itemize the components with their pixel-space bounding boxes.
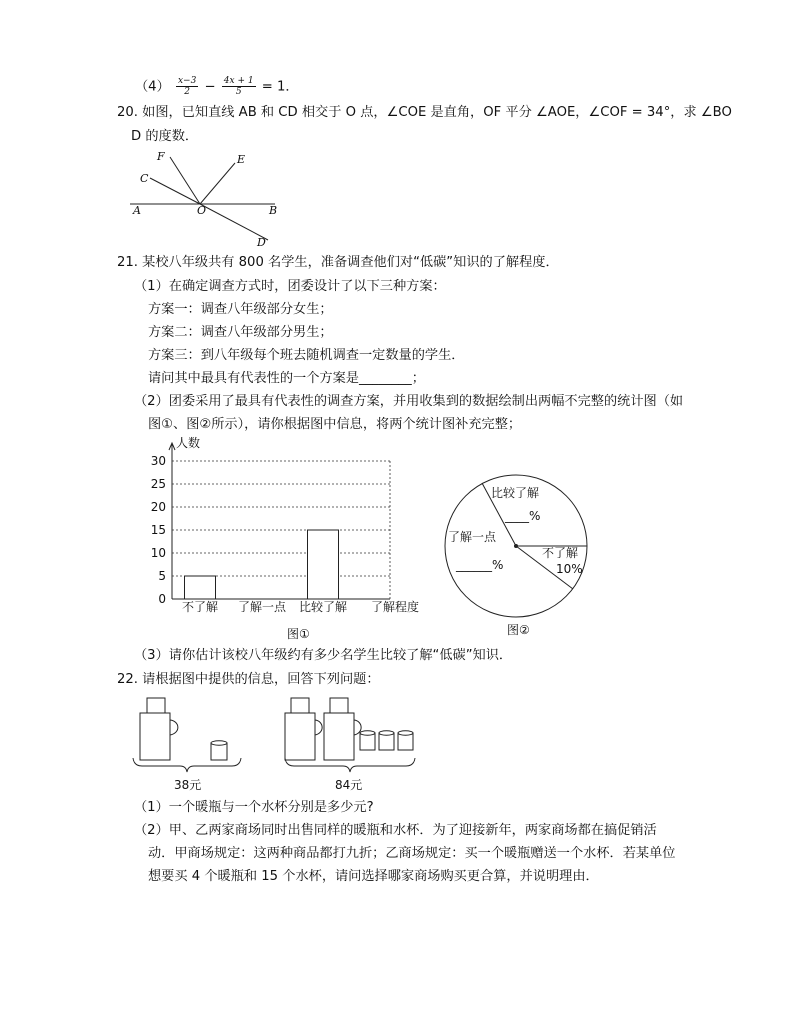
q22-intro: 22. 请根据图中提供的信息，回答下列问题： — [117, 672, 380, 687]
q21-ask: 请问其中最具有代表性的一个方案是________； — [148, 371, 425, 386]
pie-value-bijiao: ____% — [505, 509, 541, 523]
q21-part2-line2: 图①、图②所示），请你根据图中信息，将两个统计图补充完整； — [148, 417, 522, 432]
bar-y-tick-label: 10 — [150, 546, 166, 560]
price-1: 38元 — [174, 778, 202, 792]
cup-icon — [211, 741, 227, 760]
q22-part2-line2: 动．甲商场规定：这两种商品都打九折；乙商场规定：买一个暖瓶赠送一个水杯．若某单位 — [148, 846, 676, 861]
q22-part1: （1）一个暖瓶与一个水杯分别是多少元? — [134, 800, 374, 815]
cup-icon — [379, 731, 394, 750]
bar-y-tick-label: 0 — [158, 592, 166, 606]
cup-icon — [398, 731, 413, 750]
point-a-label: A — [133, 204, 141, 217]
bar-y-tick-label: 25 — [150, 477, 166, 491]
bar-category-label: 不了解 — [181, 600, 219, 614]
thermos-icon — [285, 698, 322, 760]
q21-part1: （1）在确定调查方式时，团委设计了以下三种方案： — [134, 279, 446, 294]
point-c-label: C — [140, 172, 149, 185]
pie-label-liaojieyidian: 了解一点 — [448, 530, 497, 544]
pie-value-buliaojie: 10% — [556, 562, 583, 576]
bar-category-label: 了解一点 — [237, 600, 287, 614]
bar-chart-xlabel: 了解程度 — [371, 600, 420, 614]
cup-icon — [360, 731, 375, 750]
bar-y-tick-label: 30 — [150, 454, 166, 468]
pie-chart-title: 图② — [507, 623, 530, 637]
q21-part3: （3）请你估计该校八年级约有多少名学生比较了解“低碳”知识． — [134, 648, 513, 663]
bar-category-label: 比较了解 — [298, 600, 348, 614]
equation-rhs: = 1． — [261, 79, 299, 95]
price-2: 84元 — [335, 778, 363, 792]
bar-y-tick-label: 15 — [150, 523, 166, 537]
thermos-icon — [324, 698, 361, 760]
minus-sign: − — [204, 79, 216, 95]
bar-chart-ylabel: 人数 — [176, 436, 201, 450]
fraction-2: $\frac{4x + 1}{5}$ — [223, 76, 254, 97]
q22-part2-line3: 想要买 4 个暖瓶和 15 个水杯，请问选择哪家商场购买更合算，并说明理由． — [148, 869, 599, 884]
bar-y-tick-label: 5 — [158, 569, 166, 583]
pie-label-bijiao: 比较了解 — [491, 486, 540, 500]
q22-part2-line1: （2）甲、乙两家商场同时出售同样的暖瓶和水杯．为了迎接新年，两家商场都在搞促销活 — [134, 823, 657, 838]
q21-plan2: 方案二：调查八年级部分男生； — [148, 325, 333, 340]
fraction-1: $\frac{x-3}{2}$ — [177, 76, 197, 97]
bar-y-tick-label: 20 — [150, 500, 166, 514]
point-f-label: F — [157, 150, 165, 163]
sub-question-label: （4） — [135, 79, 170, 95]
pie-value-liaojieyidian: ______% — [456, 558, 504, 572]
point-o-label: O — [197, 204, 207, 217]
point-b-label: B — [269, 204, 278, 217]
q20-line-2: D 的度数． — [131, 129, 199, 144]
point-e-label: E — [237, 153, 246, 166]
q21-intro: 21. 某校八年级共有 800 名学生，准备调查他们对“低碳”知识的了解程度． — [117, 255, 559, 270]
q20-line-1: 20. 如图，已知直线 AB 和 CD 相交于 O 点，∠COE 是直角，OF 平分 ∠AOE，∠COF = 34°，求 ∠BO — [117, 105, 732, 120]
q21-plan3: 方案三：到八年级每个班去随机调查一定数量的学生． — [148, 348, 465, 363]
bar-chart-title: 图① — [287, 627, 310, 641]
point-d-label: D — [257, 236, 266, 249]
q21-plan1: 方案一：调查八年级部分女生； — [148, 302, 333, 317]
pie-label-buliaojie: 不了解 — [542, 546, 579, 560]
q21-part2-line1: （2）团委采用了最具有代表性的调查方案，并用收集到的数据绘制出两幅不完整的统计图（如 — [134, 394, 684, 409]
thermos-icon — [140, 698, 178, 760]
